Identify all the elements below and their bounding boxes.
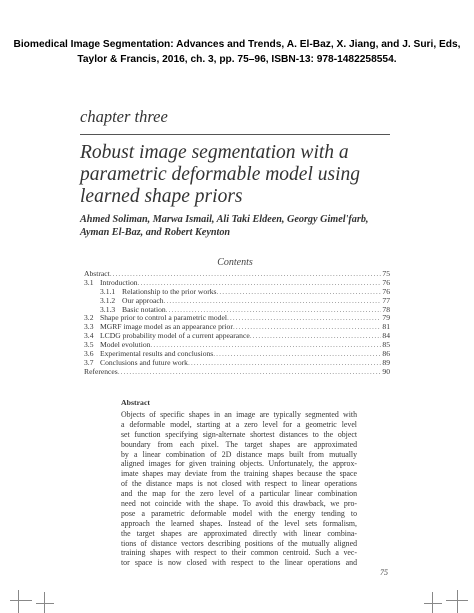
toc-entry bbox=[84, 368, 390, 377]
toc-leader-dots bbox=[118, 368, 382, 377]
toc-leader-dots bbox=[164, 297, 382, 306]
toc-entry-page: 78 bbox=[382, 304, 390, 314]
toc-entry-number: 3.5 bbox=[84, 340, 94, 350]
toc-entry-page: 76 bbox=[382, 277, 390, 287]
abstract-body bbox=[121, 410, 357, 568]
toc-entry-page: 75 bbox=[382, 269, 390, 278]
toc-entry-number: 3.1 bbox=[84, 277, 94, 287]
toc-entry-title: MGRF image model as an appearance prior bbox=[100, 322, 233, 332]
abstract-heading: Abstract bbox=[121, 398, 151, 407]
toc-entry-number: 3.7 bbox=[84, 357, 94, 367]
chapter-title: Robust image segmentation with a parametric deformable model using learned shape priors bbox=[80, 142, 361, 207]
toc-entry-number: 3.6 bbox=[84, 349, 94, 359]
abstract-line: tions of distance vectors describing positions of the mutually aligned bbox=[121, 538, 357, 548]
toc-entry-page: 76 bbox=[382, 286, 390, 296]
toc-entry-page: 84 bbox=[382, 331, 390, 341]
authors-line-1: Ahmed Soliman, Marwa Ismail, Ali Taki Eldeen, Georgy Gimel'farb, bbox=[80, 214, 369, 225]
toc-entry-title: Model evolution bbox=[100, 340, 151, 350]
toc-entry-number: 3.1.3 bbox=[100, 304, 116, 314]
toc-leader-dots bbox=[227, 314, 381, 323]
toc-entry-title: Shape prior to control a parametric model bbox=[100, 313, 227, 323]
abstract-line: a deformable model, starting at a zero level for a geometric level bbox=[121, 419, 357, 429]
toc-entry-title: Basic notation bbox=[122, 304, 166, 314]
citation-header bbox=[10, 37, 464, 67]
abstract-line: approach the learned shapes. Instead of the level sets formalism, bbox=[121, 518, 357, 528]
toc-entry-page: 90 bbox=[382, 366, 390, 376]
toc-leader-dots bbox=[188, 359, 381, 368]
toc-leader-dots bbox=[233, 323, 382, 332]
crop-mark bbox=[457, 590, 458, 613]
abstract-line: training shapes with respect to their common centroid. Such a vec- bbox=[121, 548, 357, 558]
page-number: 75 bbox=[380, 568, 388, 577]
crop-mark bbox=[18, 590, 19, 613]
toc-entry-title: Abstract bbox=[84, 269, 110, 278]
abstract-line: pose a parametric deformable model with the energy tending to bbox=[121, 508, 357, 518]
abstract-line: tor space is now closed with respect to the linear operations and bbox=[121, 558, 357, 568]
chapter-label: chapter three bbox=[80, 107, 168, 126]
crop-mark bbox=[36, 603, 54, 604]
toc-entry-page: 79 bbox=[382, 313, 390, 323]
toc-entry-page: 85 bbox=[382, 340, 390, 350]
toc-entry-title: Introduction bbox=[100, 277, 138, 287]
chapter-divider bbox=[80, 134, 390, 135]
authors-line-2: Ayman El-Baz, and Robert Keynton bbox=[80, 227, 231, 238]
toc-leader-dots bbox=[250, 332, 382, 341]
toc-entry-title: LCDG probability model of a current appearance bbox=[100, 331, 250, 341]
chapter-authors bbox=[80, 213, 400, 239]
abstract-line: aligned images for given training objects. Unfortunately, the approx- bbox=[121, 459, 357, 469]
crop-mark bbox=[446, 600, 468, 601]
toc-leader-dots bbox=[110, 270, 382, 279]
toc-entry-page: 89 bbox=[382, 357, 390, 367]
abstract-line: of the distance maps is not closed with respect to linear operations bbox=[121, 479, 357, 489]
abstract-line: by a linear combination of 2D distance maps built from mutually bbox=[121, 449, 357, 459]
toc-entry-number: 3.3 bbox=[84, 322, 94, 332]
abstract-line: the target shapes are approximated directly with linear combina- bbox=[121, 528, 357, 538]
toc-entry-title: Experimental results and conclusions bbox=[100, 349, 214, 359]
toc-leader-dots bbox=[213, 350, 381, 359]
abstract-line: and the map for the zero level of a particular linear combination bbox=[121, 489, 357, 499]
toc-entry-page: 81 bbox=[382, 322, 390, 332]
toc-leader-dots bbox=[217, 288, 382, 297]
contents-heading: Contents bbox=[217, 257, 253, 268]
toc-entry-title: References bbox=[84, 366, 118, 376]
toc-entry-number: 3.4 bbox=[84, 331, 94, 341]
toc-entry bbox=[84, 359, 390, 368]
toc-entry-page: 77 bbox=[382, 295, 390, 305]
toc-entry-title: Relationship to the prior works bbox=[122, 286, 217, 296]
toc-entry-number: 3.1.2 bbox=[100, 295, 116, 305]
abstract-line: need not coincide with the shape. To avoid this drawback, we pro- bbox=[121, 499, 357, 509]
abstract-line: imate shapes may deviate from the training shapes because the space bbox=[121, 469, 357, 479]
table-of-contents bbox=[84, 270, 390, 377]
crop-mark bbox=[10, 600, 32, 601]
citation-line-1: Biomedical Image Segmentation: Advances and Trends, A. El-Baz, X. Jiang, and J. Suri, Eds, bbox=[13, 39, 461, 50]
toc-entry-page: 86 bbox=[382, 349, 390, 359]
abstract-line: Objects of specific shapes in an image are typically segmented with bbox=[121, 410, 357, 419]
crop-mark bbox=[424, 603, 442, 604]
toc-entry-number: 3.1.1 bbox=[100, 286, 116, 296]
toc-entry-title: Our approach bbox=[122, 295, 164, 305]
toc-entry-number: 3.2 bbox=[84, 313, 94, 323]
toc-entry-title: Conclusions and future work bbox=[100, 357, 188, 367]
abstract-line: boundary from each pixel. The target shapes are approximated bbox=[121, 439, 357, 449]
citation-line-2: Taylor & Francis, 2016, ch. 3, pp. 75–96, ISBN-13: 978-1482258554. bbox=[77, 54, 397, 65]
abstract-line: set function specifying sign-alternate shortest distances to the object bbox=[121, 429, 357, 439]
